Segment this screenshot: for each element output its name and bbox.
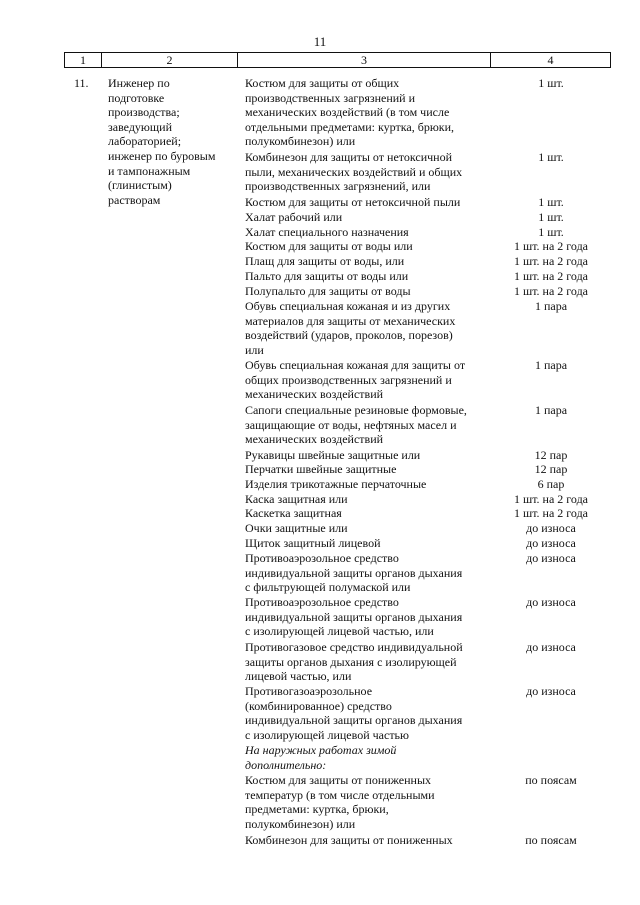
ppe-item (245, 195, 605, 210)
ppe-item-name-line: Костюм для защиты от пониженных (245, 773, 432, 787)
ppe-item-name (245, 833, 497, 848)
header-col-4: 4 (547, 53, 554, 67)
ppe-item (245, 536, 605, 551)
ppe-item-quantity: до износа (526, 640, 576, 654)
ppe-item-quantity: 12 пар (534, 448, 568, 462)
ppe-item-name-line: полукомбинезон) или (245, 134, 356, 149)
ppe-item-quantity: 12 пар (534, 462, 568, 476)
position-line: инженер по буровым (108, 148, 216, 163)
ppe-item (245, 150, 605, 194)
ppe-item-name-line: производственных загрязнений и (245, 90, 416, 105)
ppe-item-quantity: по поясам (525, 833, 577, 847)
ppe-item (245, 210, 605, 225)
position-line: и тампонажным (108, 163, 191, 178)
ppe-item-name-line: Рукавицы швейные защитные или (245, 448, 421, 462)
ppe-item-name (245, 640, 497, 684)
ppe-item-quantity: до износа (526, 536, 576, 550)
ppe-item-quantity: до износа (526, 551, 576, 565)
ppe-item (245, 448, 605, 463)
ppe-item-name (245, 595, 497, 639)
ppe-item-name-line: Обувь специальная кожаная и из других (245, 299, 451, 313)
ppe-item-name-line: Халат специального назначения (245, 225, 409, 239)
header-col-2: 2 (102, 53, 238, 67)
ppe-item-quantity: по поясам (525, 773, 577, 787)
ppe-item-quantity: 1 шт. (538, 195, 564, 209)
ppe-item-name-line: Сапоги специальные резиновые формовые, (245, 403, 467, 417)
ppe-item-name-line: с изолирующей лицевой частью (245, 727, 409, 742)
ppe-item-name-line: Полупальто для защиты от воды (245, 284, 411, 298)
ppe-item (245, 225, 605, 240)
position-line: (глинистым) (108, 178, 172, 193)
ppe-item-quantity: 1 шт. (538, 225, 564, 239)
ppe-item-name-line: защищающие от воды, нефтяных масел и (245, 417, 457, 432)
ppe-item-quantity: 1 шт. (538, 210, 564, 224)
ppe-item-name-line: индивидуальной защиты органов дыхания (245, 565, 463, 580)
position-line: Инженер по (108, 76, 170, 90)
ppe-item-name (245, 536, 497, 551)
ppe-item-name-line: Костюм для защиты от воды или (245, 239, 413, 253)
ppe-item-name-line: механических воздействий (245, 432, 384, 447)
ppe-item-name (245, 358, 497, 402)
ppe-item (245, 299, 605, 357)
ppe-item-quantity: 1 шт. (538, 150, 564, 164)
ppe-item-name-line: механических воздействий (245, 387, 384, 402)
ppe-item (245, 284, 605, 299)
ppe-item-quantity: 1 пара (534, 358, 568, 372)
ppe-item-name-line: с фильтрующей полумаской или (245, 580, 411, 595)
ppe-item-name (245, 254, 497, 269)
ppe-item (245, 640, 605, 684)
ppe-item-quantity: до износа (526, 684, 576, 698)
ppe-item-name-line: температур (в том числе отдельными (245, 787, 435, 802)
ppe-item-name-line: (комбинированное) средство (245, 698, 392, 713)
ppe-item-name (245, 195, 497, 210)
ppe-item-name-line: защиты органов дыхания с изолирующей (245, 654, 457, 669)
header-col-1: 1 (65, 53, 102, 67)
ppe-item-name-line: Комбинезон для защиты от нетоксичной (245, 150, 453, 164)
ppe-item-quantity: 1 шт. на 2 года (513, 284, 589, 298)
table-header-row (64, 52, 611, 68)
ppe-item (245, 269, 605, 284)
ppe-item (245, 743, 605, 772)
row-number: 11. (74, 76, 89, 90)
ppe-item-quantity: до износа (526, 521, 576, 535)
ppe-item-name-line: Перчатки швейные защитные (245, 462, 397, 476)
ppe-item (245, 551, 605, 595)
ppe-item-name (245, 684, 497, 742)
ppe-item (245, 521, 605, 536)
ppe-item (245, 684, 605, 742)
ppe-item-name-line: Халат рабочий или (245, 210, 343, 224)
ppe-item-name (245, 521, 497, 536)
ppe-item-name (245, 76, 497, 149)
ppe-item (245, 833, 605, 848)
ppe-item-name-line: Каска защитная или (245, 492, 348, 506)
position-line: подготовке (108, 90, 165, 105)
ppe-item-name (245, 225, 497, 240)
ppe-item (245, 506, 605, 521)
ppe-item-name-line: индивидуальной защиты органов дыхания (245, 713, 463, 728)
ppe-item (245, 254, 605, 269)
ppe-item-name-line: Плащ для защиты от воды, или (245, 254, 405, 268)
ppe-item-quantity: 1 шт. на 2 года (513, 506, 589, 520)
ppe-item-name (245, 210, 497, 225)
ppe-item (245, 477, 605, 492)
ppe-item-name-line: Противогазовое средство индивидуальной (245, 640, 463, 654)
ppe-item-name-line: Противоаэрозольное средство (245, 595, 399, 609)
ppe-item-name (245, 492, 497, 507)
ppe-item-quantity: 1 шт. на 2 года (513, 254, 589, 268)
ppe-item-name-line: полукомбинезон) или (245, 816, 356, 831)
ppe-item (245, 595, 605, 639)
position-line: заведующий (108, 119, 172, 134)
ppe-item-name-line: воздействий (ударов, проколов, порезов) (245, 328, 453, 343)
ppe-item-name (245, 239, 497, 254)
ppe-item-quantity: до износа (526, 595, 576, 609)
ppe-item-name-line: лицевой частью, или (245, 669, 352, 684)
header-col-3: 3 (238, 53, 491, 67)
ppe-item-quantity: 1 пара (534, 403, 568, 417)
position-line: растворам (108, 192, 161, 207)
ppe-item (245, 358, 605, 402)
position-line: лабораторией; (108, 134, 182, 149)
ppe-item-name-line: Обувь специальная кожаная для защиты от (245, 358, 466, 372)
ppe-item (245, 76, 605, 149)
ppe-item (245, 492, 605, 507)
ppe-item-name (245, 299, 497, 357)
ppe-item-name-line: На наружных работах зимой (245, 743, 397, 757)
ppe-item-name (245, 403, 497, 447)
ppe-item-name-line: Пальто для защиты от воды или (245, 269, 409, 283)
ppe-item-name-line: Изделия трикотажные перчаточные (245, 477, 427, 491)
ppe-item (245, 403, 605, 447)
ppe-item-name-line: предметами: куртка, брюки, (245, 802, 389, 817)
ppe-item-name-line: дополнительно: (245, 757, 327, 772)
ppe-item-name (245, 284, 497, 299)
ppe-item-name-line: отдельными предметами: куртка, брюки, (245, 119, 455, 134)
ppe-item-name-line: Противогазоаэрозольное (245, 684, 373, 698)
ppe-item-name-line: механических воздействий (в том числе (245, 105, 450, 120)
ppe-item (245, 239, 605, 254)
ppe-item-name (245, 269, 497, 284)
ppe-item-name-line: с изолирующей лицевой частью, или (245, 624, 434, 639)
ppe-item-name-line: или (245, 342, 264, 357)
ppe-item-name (245, 150, 497, 194)
page-number: 11 (313, 34, 327, 49)
ppe-item-name (245, 551, 497, 595)
ppe-item-quantity: 1 шт. на 2 года (513, 492, 589, 506)
ppe-item-name (245, 462, 497, 477)
ppe-item-name (245, 743, 497, 772)
ppe-item-name-line: индивидуальной защиты органов дыхания (245, 609, 463, 624)
ppe-item (245, 462, 605, 477)
ppe-item-quantity: 6 пар (537, 477, 565, 491)
position-line: производства; (108, 105, 180, 120)
ppe-item-name-line: Щиток защитный лицевой (245, 536, 381, 550)
ppe-item (245, 773, 605, 831)
ppe-item-name-line: производственных загрязнений, или (245, 179, 431, 194)
ppe-item-name-line: Очки защитные или (245, 521, 348, 535)
ppe-item-quantity: 1 шт. на 2 года (513, 269, 589, 283)
ppe-item-name-line: Комбинезон для защиты от пониженных (245, 833, 453, 847)
ppe-item-name-line: Противоаэрозольное средство (245, 551, 399, 565)
position-title (108, 76, 238, 207)
ppe-item-name-line: пыли, механических воздействий и общих (245, 164, 463, 179)
ppe-item-name (245, 477, 497, 492)
ppe-item-name-line: Костюм для защиты от общих (245, 76, 400, 90)
ppe-item-quantity: 1 шт. (538, 76, 564, 90)
ppe-item-name (245, 773, 497, 831)
ppe-item-name (245, 448, 497, 463)
ppe-item-name-line: Каскетка защитная (245, 506, 342, 520)
ppe-item-quantity: 1 пара (534, 299, 568, 313)
ppe-item-name (245, 506, 497, 521)
ppe-item-name-line: материалов для защиты от механических (245, 313, 456, 328)
ppe-item-name-line: Костюм для защиты от нетоксичной пыли (245, 195, 461, 209)
ppe-item-quantity: 1 шт. на 2 года (513, 239, 589, 253)
ppe-item-name-line: общих производственных загрязнений и (245, 372, 452, 387)
